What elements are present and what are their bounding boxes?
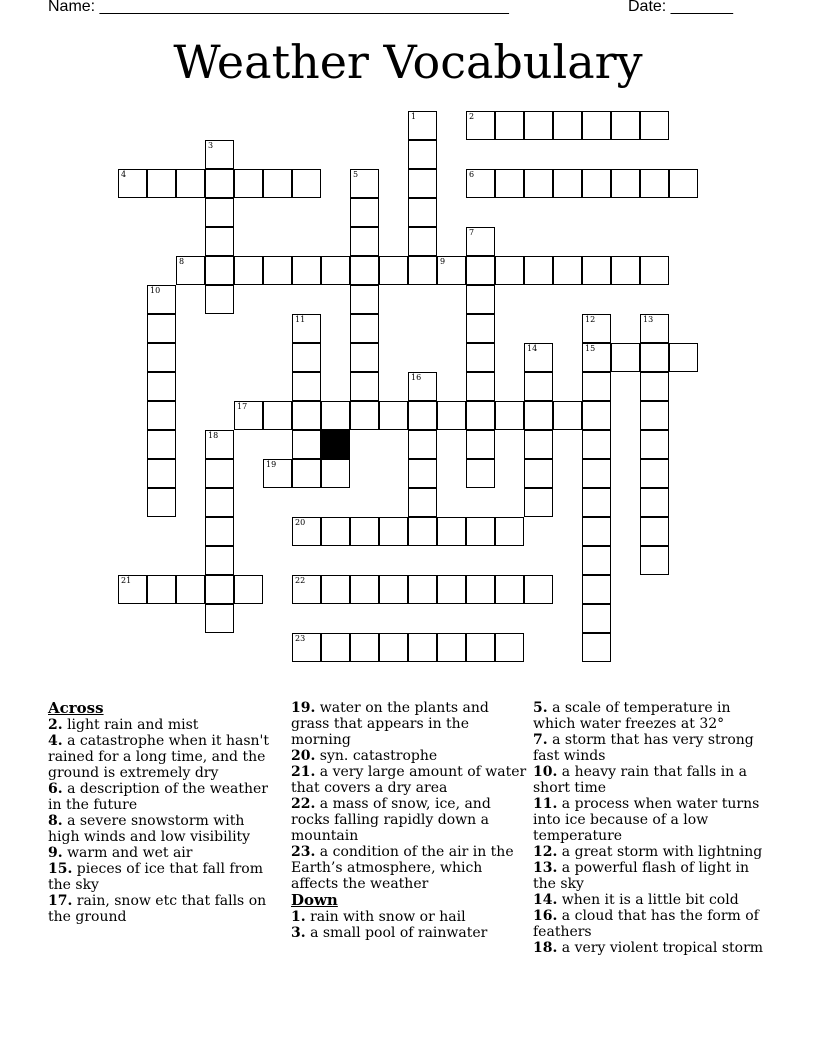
grid-cell[interactable] [582,546,611,575]
clue-number: 19 [266,460,277,469]
grid-cell[interactable] [524,169,553,198]
grid-cell[interactable] [640,517,669,546]
grid-cell[interactable] [350,372,379,401]
grid-cell[interactable] [466,401,495,430]
grid-cell[interactable] [205,604,234,633]
across-heading: Across [48,699,104,717]
down-clue [533,860,773,892]
down-clue [533,764,773,796]
grid-cell[interactable] [466,227,495,256]
grid-cell[interactable] [495,517,524,546]
grid-cell[interactable] [524,343,553,372]
grid-cell[interactable] [321,459,350,488]
clue-number-label: 11. [533,796,558,812]
grid-cell[interactable] [292,401,321,430]
grid-cell[interactable] [292,459,321,488]
grid-cell[interactable] [553,169,582,198]
across-clue [48,861,280,893]
grid-cell[interactable] [466,430,495,459]
grid-cell[interactable] [669,343,698,372]
clue-number: 1 [411,112,417,121]
clue-number: 11 [295,315,306,324]
down-heading: Down [291,891,338,909]
clue-text: a condition of the air in the Earth’s atmosphere, which affects the weather [291,844,514,892]
down-clue [533,732,773,764]
grid-cell[interactable] [495,256,524,285]
grid-cell[interactable] [524,488,553,517]
grid-cell[interactable] [553,256,582,285]
grid-cell[interactable] [437,401,466,430]
grid-cell[interactable] [582,314,611,343]
across-clue [291,844,527,892]
grid-cell[interactable] [408,227,437,256]
grid-cell[interactable] [582,517,611,546]
grid-cell[interactable] [495,401,524,430]
grid-cell[interactable] [263,169,292,198]
grid-cell[interactable] [292,517,321,546]
grid-cell[interactable] [205,256,234,285]
grid-cell[interactable] [176,256,205,285]
clue-number-label: 14. [533,892,558,908]
grid-cell[interactable] [350,343,379,372]
clue-text: a severe snowstorm with high winds and low visibility [48,813,251,845]
grid-cell[interactable] [524,430,553,459]
clue-number: 7 [469,228,475,237]
grid-cell[interactable] [582,430,611,459]
down-clue [533,700,773,732]
down-clue [533,844,773,860]
grid-cell[interactable] [640,488,669,517]
down-clue-list-part1 [291,909,527,941]
name-field[interactable]: Name: ______________________________________________ [48,0,509,15]
grid-cell[interactable] [379,401,408,430]
clue-text: warm and wet air [62,845,193,861]
grid-cell[interactable] [147,401,176,430]
clue-text: a process when water turns into ice because of a low temperature [533,796,760,844]
clue-number: 14 [527,344,538,353]
grid-cell[interactable] [350,633,379,662]
grid-cell[interactable] [263,459,292,488]
grid-cell[interactable] [408,169,437,198]
grid-cell[interactable] [205,488,234,517]
grid-cell[interactable] [466,285,495,314]
grid-cell[interactable] [147,169,176,198]
clue-number: 22 [295,576,306,585]
clue-number: 3 [208,141,214,150]
grid-cell[interactable] [408,459,437,488]
grid-cell[interactable] [350,285,379,314]
grid-cell[interactable] [205,459,234,488]
grid-cell[interactable] [408,488,437,517]
grid-cell[interactable] [408,372,437,401]
clue-number-label: 1. [291,909,306,925]
across-clue [48,781,280,813]
grid-cell[interactable] [205,285,234,314]
grid-cell[interactable] [640,372,669,401]
clue-number-label: 20. [291,748,316,764]
grid-cell[interactable] [292,314,321,343]
grid-cell[interactable] [292,343,321,372]
grid-cell[interactable] [292,256,321,285]
clue-column-1 [48,700,280,925]
across-clue [48,717,280,733]
page-title: Weather Vocabulary [173,35,643,89]
grid-cell[interactable] [147,372,176,401]
clue-number-label: 17. [48,893,73,909]
grid-cell[interactable] [147,575,176,604]
grid-cell[interactable] [350,314,379,343]
grid-cell[interactable] [640,314,669,343]
grid-cell[interactable] [408,517,437,546]
grid-cell[interactable] [350,517,379,546]
grid-cell[interactable] [582,256,611,285]
grid-cell[interactable] [495,169,524,198]
grid-cell[interactable] [408,111,437,140]
grid-cell[interactable] [205,198,234,227]
across-clue [291,748,527,764]
grid-cell[interactable] [582,604,611,633]
clue-number-label: 18. [533,940,558,956]
clue-number-label: 9. [48,845,63,861]
grid-cell[interactable] [582,343,611,372]
across-clue [48,733,280,781]
across-clue [291,764,527,796]
grid-cell[interactable] [640,401,669,430]
grid-cell[interactable] [205,575,234,604]
clue-number-label: 8. [48,813,63,829]
clue-text: a cloud that has the form of feathers [533,908,759,940]
grid-cell[interactable] [147,430,176,459]
grid-cell[interactable] [582,401,611,430]
grid-cell[interactable] [408,575,437,604]
grid-cell[interactable] [292,372,321,401]
grid-cell[interactable] [640,111,669,140]
across-clue [48,813,280,845]
clue-number: 17 [237,402,248,411]
clue-text: syn. catastrophe [315,748,438,764]
grid-cell[interactable] [205,169,234,198]
clue-text: rain, snow etc that falls on the ground [48,893,267,925]
clue-text: a catastrophe when it hasn't rained for a long time, and the ground is extremely dry [48,733,270,781]
grid-cell[interactable] [147,488,176,517]
grid-cell[interactable] [379,256,408,285]
grid-cell[interactable] [611,256,640,285]
grid-cell[interactable] [611,169,640,198]
grid-cell[interactable] [640,459,669,488]
grid-cell[interactable] [176,575,205,604]
black-square [321,430,350,459]
clue-number-label: 3. [291,925,306,941]
grid-cell[interactable] [292,430,321,459]
clue-text: a description of the weather in the future [48,781,268,813]
grid-cell[interactable] [640,546,669,575]
clue-number-label: 19. [291,700,316,716]
grid-cell[interactable] [234,575,263,604]
grid-cell[interactable] [379,517,408,546]
grid-cell[interactable] [582,372,611,401]
grid-cell[interactable] [147,314,176,343]
grid-cell[interactable] [205,140,234,169]
clue-number-label: 22. [291,796,316,812]
grid-cell[interactable] [582,633,611,662]
grid-cell[interactable] [495,111,524,140]
grid-cell[interactable] [234,169,263,198]
clue-number: 10 [150,286,161,295]
grid-cell[interactable] [466,169,495,198]
grid-cell[interactable] [437,256,466,285]
clue-text: a heavy rain that falls in a short time [533,764,747,796]
clue-text: when it is a little bit cold [557,892,739,908]
clue-number: 5 [353,170,359,179]
clue-number-label: 23. [291,844,316,860]
grid-cell[interactable] [408,430,437,459]
grid-cell[interactable] [321,517,350,546]
clue-text: a very violent tropical storm [557,940,764,956]
grid-cell[interactable] [205,227,234,256]
grid-cell[interactable] [350,227,379,256]
grid-cell[interactable] [582,459,611,488]
clue-number: 20 [295,518,306,527]
clue-number: 4 [121,170,127,179]
clue-number: 8 [179,257,185,266]
clue-number-label: 4. [48,733,63,749]
clue-number-label: 5. [533,700,548,716]
clue-text: a mass of snow, ice, and rocks falling rapidly down a mountain [291,796,491,844]
down-clue [533,908,773,940]
grid-cell[interactable] [176,169,205,198]
grid-cell[interactable] [495,575,524,604]
date-field[interactable]: Date: _______ [628,0,733,15]
down-clue [533,892,773,908]
clue-column-2 [291,700,527,941]
clue-number: 6 [469,170,475,179]
clue-number: 18 [208,431,219,440]
grid-cell[interactable] [524,372,553,401]
grid-cell[interactable] [350,198,379,227]
clue-number: 9 [440,257,446,266]
clue-text: a very large amount of water that covers a dry area [291,764,527,796]
grid-cell[interactable] [234,256,263,285]
grid-cell[interactable] [640,430,669,459]
grid-cell[interactable] [669,169,698,198]
grid-cell[interactable] [466,256,495,285]
grid-cell[interactable] [611,343,640,372]
grid-cell[interactable] [205,517,234,546]
grid-cell[interactable] [263,256,292,285]
grid-cell[interactable] [321,401,350,430]
grid-cell[interactable] [321,256,350,285]
grid-cell[interactable] [118,575,147,604]
clue-text: a scale of temperature in which water freezes at 32° [533,700,731,732]
clue-number-label: 21. [291,764,316,780]
grid-cell[interactable] [350,169,379,198]
grid-cell[interactable] [147,285,176,314]
grid-cell[interactable] [263,401,292,430]
clue-number-label: 16. [533,908,558,924]
clue-number-label: 7. [533,732,548,748]
grid-cell[interactable] [553,401,582,430]
clue-text: water on the plants and grass that appears in the morning [291,700,489,748]
grid-cell[interactable] [147,343,176,372]
clue-number: 15 [585,344,596,353]
grid-cell[interactable] [350,256,379,285]
grid-cell[interactable] [524,256,553,285]
grid-cell[interactable] [321,575,350,604]
grid-cell[interactable] [524,111,553,140]
clue-text: light rain and mist [62,717,199,733]
grid-cell[interactable] [524,401,553,430]
clue-number: 23 [295,634,306,643]
clue-number-label: 13. [533,860,558,876]
down-clue [533,796,773,844]
grid-cell[interactable] [553,111,582,140]
clue-text: pieces of ice that fall from the sky [48,861,263,893]
grid-cell[interactable] [118,169,147,198]
grid-cell[interactable] [640,169,669,198]
grid-cell[interactable] [350,575,379,604]
down-clue [291,909,527,925]
grid-cell[interactable] [437,633,466,662]
clue-text: a storm that has very strong fast winds [533,732,754,764]
grid-cell[interactable] [466,372,495,401]
grid-cell[interactable] [205,430,234,459]
grid-cell[interactable] [466,343,495,372]
down-clue-list-part2 [533,700,773,956]
grid-cell[interactable] [147,459,176,488]
grid-cell[interactable] [582,488,611,517]
clue-column-3 [533,700,773,956]
grid-cell[interactable] [408,633,437,662]
across-clue-list-part2 [291,700,527,892]
grid-cell[interactable] [292,575,321,604]
grid-cell[interactable] [437,517,466,546]
grid-cell[interactable] [466,111,495,140]
down-clue [291,925,527,941]
grid-cell[interactable] [495,633,524,662]
grid-cell[interactable] [350,401,379,430]
across-clue-list-part1 [48,717,280,925]
grid-cell[interactable] [408,401,437,430]
clue-number-label: 6. [48,781,63,797]
grid-cell[interactable] [408,140,437,169]
clue-number-label: 12. [533,844,558,860]
clue-number-label: 15. [48,861,73,877]
grid-cell[interactable] [466,633,495,662]
clue-text: a small pool of rainwater [305,925,488,941]
clue-text: a powerful flash of light in the sky [533,860,749,892]
grid-cell[interactable] [640,343,669,372]
grid-cell[interactable] [524,575,553,604]
clue-number: 12 [585,315,596,324]
grid-cell[interactable] [379,575,408,604]
down-clue [533,940,773,956]
across-clue [48,845,280,861]
clue-text: rain with snow or hail [305,909,466,925]
grid-cell[interactable] [292,169,321,198]
grid-cell[interactable] [379,633,408,662]
grid-cell[interactable] [292,633,321,662]
grid-cell[interactable] [466,314,495,343]
across-clue [291,796,527,844]
clue-number-label: 2. [48,717,63,733]
grid-cell[interactable] [611,111,640,140]
grid-cell[interactable] [466,517,495,546]
clue-number: 16 [411,373,422,382]
clue-number-label: 10. [533,764,558,780]
grid-cell[interactable] [437,575,466,604]
grid-cell[interactable] [582,111,611,140]
clue-number: 21 [121,576,132,585]
grid-cell[interactable] [582,169,611,198]
grid-cell[interactable] [524,459,553,488]
grid-cell[interactable] [408,256,437,285]
grid-cell[interactable] [321,633,350,662]
grid-cell[interactable] [408,198,437,227]
across-clue [291,700,527,748]
grid-cell[interactable] [582,575,611,604]
clue-text: a great storm with lightning [557,844,763,860]
across-clue [48,893,280,925]
grid-cell[interactable] [234,401,263,430]
clue-number: 13 [643,315,654,324]
grid-cell[interactable] [466,575,495,604]
clue-number: 2 [469,112,475,121]
grid-cell[interactable] [640,256,669,285]
grid-cell[interactable] [205,546,234,575]
grid-cell[interactable] [466,459,495,488]
